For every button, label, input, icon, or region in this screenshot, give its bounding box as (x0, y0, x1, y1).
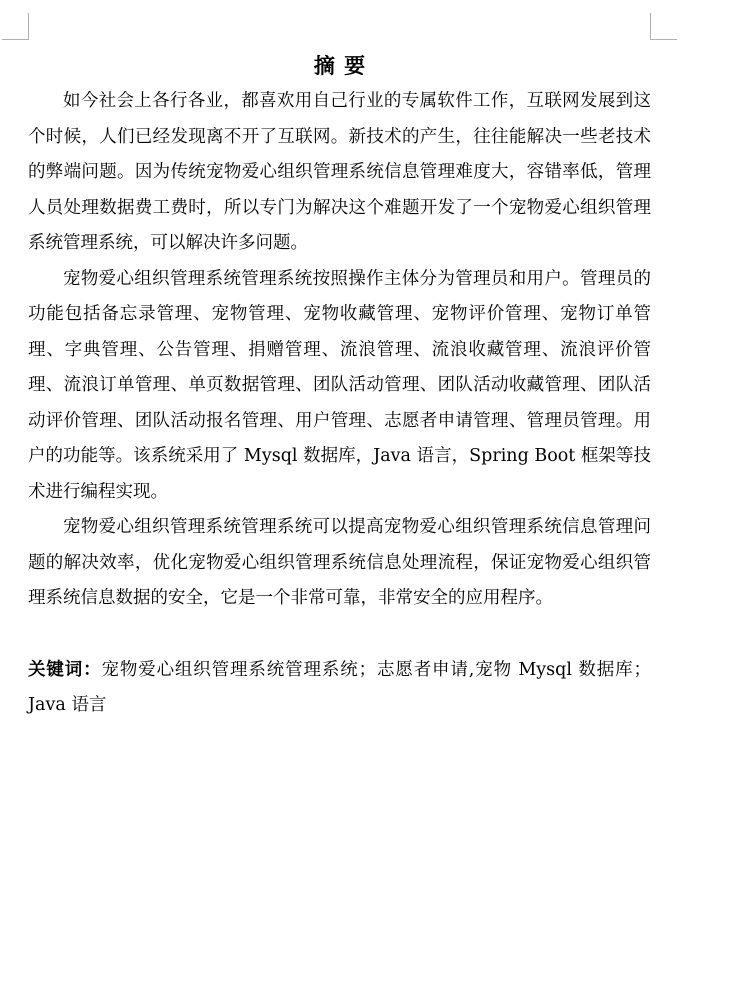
abstract-paragraph-3: 宠物爱心组织管理系统管理系统可以提高宠物爱心组织管理系统信息管理问题的解决效率，优化宠物爱心组织管理系统信息处理流程，保证宠物爱心组织管理系统信息数据的安全，它是一个非常可靠，非常安全的应用程序。 (28, 517, 651, 608)
keywords-line (28, 653, 651, 724)
abstract-title: 摘 要 (313, 53, 367, 78)
abstract-paragraph-2: 宠物爱心组织管理系统管理系统按照操作主体分为管理员和用户。管理员的功能包括备忘录管理、宠物管理、宠物收藏管理、宠物评价管理、宠物订单管理、字典管理、公告管理、捐赠管理、流浪管理、流浪收藏管理、流浪评价管理、流浪订单管理、单页数据管理、团队活动管理、团队活动收藏管理、团队活动评价管理、团队活动报名管理、用户管理、志愿者申请管理、管理员管理。用户的功能等。该系统采用了 Mysql 数据库，Java 语言，Spring Boot 框架等技术进行编程实现。 (28, 268, 651, 502)
abstract-body (28, 84, 651, 724)
crop-mark-top-right (650, 13, 677, 40)
keywords-text: 宠物爱心组织管理系统管理系统；志愿者申请,宠物 Mysql 数据库；Java 语言 (28, 659, 651, 715)
crop-mark-top-left (2, 13, 29, 40)
keywords-label: 关键词： (28, 659, 102, 680)
abstract-paragraph-1: 如今社会上各行各业，都喜欢用自己行业的专属软件工作，互联网发展到这个时候，人们已经发现离不开了互联网。新技术的产生，往往能解决一些老技术的弊端问题。因为传统宠物爱心组织管理系统信息管理难度大，容错率低，管理人员处理数据费工费时，所以专门为解决这个难题开发了一个宠物爱心组织管理系统管理系统，可以解决许多问题。 (28, 91, 651, 253)
